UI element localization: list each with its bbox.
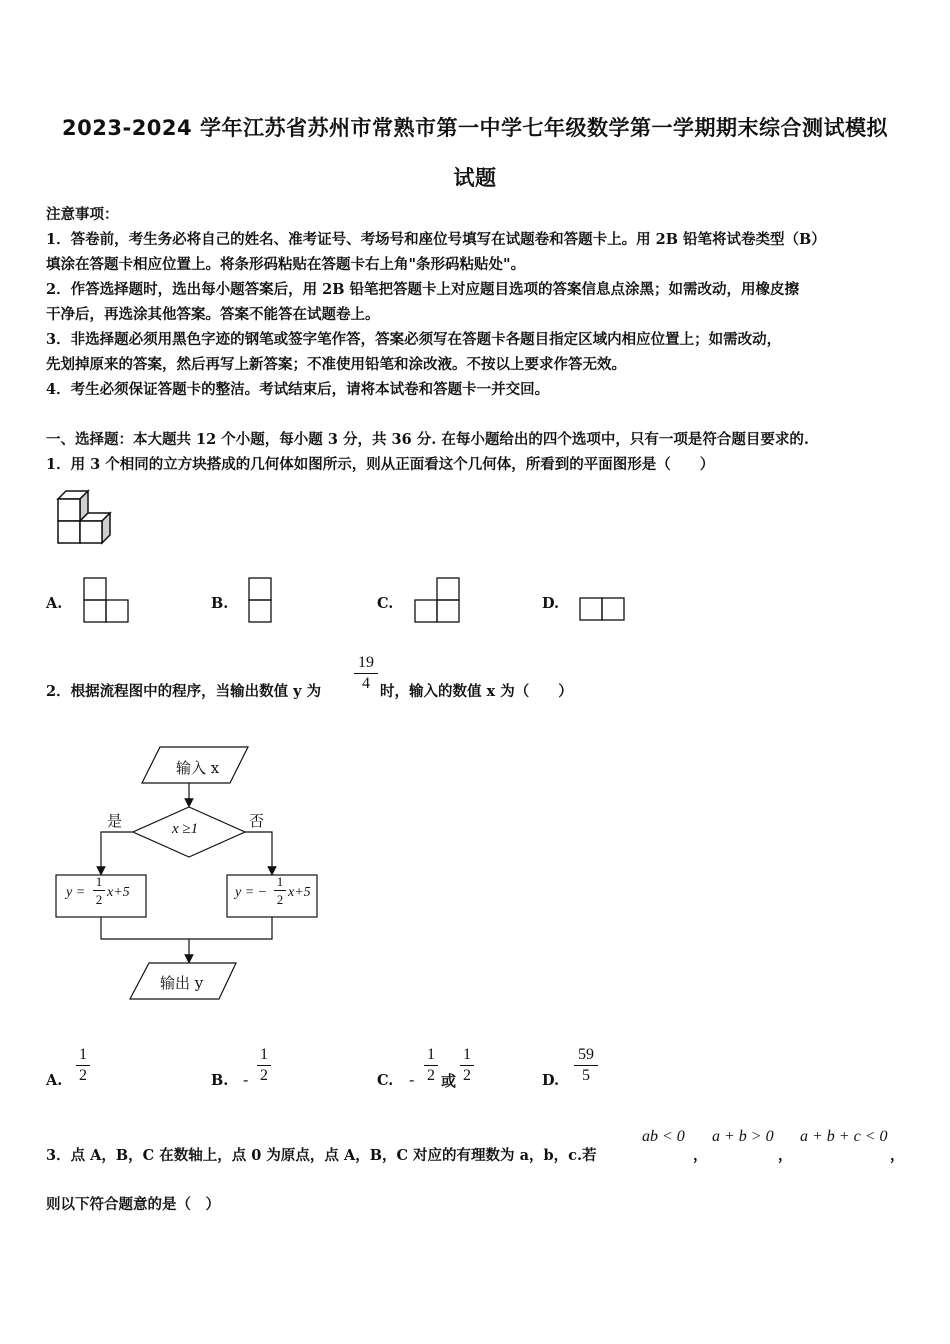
q1-cube-figure — [50, 485, 130, 555]
q2-option-b-label[interactable]: B. — [211, 1072, 229, 1089]
q3-condition-1: ab < 0 — [642, 1128, 685, 1145]
q2-option-a-label[interactable]: A. — [46, 1072, 63, 1089]
notice-line: 干净后，再选涂其他答案。答案不能答在试题卷上。 — [46, 306, 380, 323]
fraction-numerator: 1 — [79, 1046, 87, 1063]
fraction-numerator: 19 — [358, 654, 374, 671]
question-2-stem-end: 时，输入的数值 x 为（ ） — [380, 683, 573, 700]
q1-option-c-figure[interactable] — [413, 576, 465, 626]
notice-line: 1．答卷前，考生务必将自己的姓名、准考证号、考场号和座位号填写在试题卷和答题卡上。用 2B 铅笔将试卷类型（B） — [46, 231, 826, 248]
flow-left-tail: x+5 — [107, 885, 130, 900]
fraction-denominator: 2 — [79, 1067, 87, 1084]
notice-line: 2．作答选择题时，选出每小题答案后，用 2B 铅笔把答题卡上对应题目选项的答案信息点涂黑；如需改动，用橡皮擦 — [46, 281, 800, 298]
page-title: 2023-2024 学年江苏省苏州市常熟市第一中学七年级数学第一学期期末综合测试模拟 — [62, 116, 888, 140]
q3-comma: ， — [778, 1147, 793, 1164]
page-title-continued: 试题 — [453, 166, 497, 190]
q2-option-d-value[interactable] — [574, 1046, 598, 1085]
q1-option-a-label[interactable]: A. — [46, 595, 63, 612]
q3-comma: ， — [890, 1147, 905, 1164]
fraction-denominator: 2 — [427, 1067, 435, 1084]
question-1-stem: 1．用 3 个相同的立方块搭成的几何体如图所示，则从正面看这个几何体，所看到的平面图形是（ ） — [46, 456, 715, 473]
question-3-stem: 3．点 A，B，C 在数轴上，点 0 为原点，点 A，B，C 对应的有理数为 a，b，c.若 — [46, 1147, 597, 1164]
q2-option-d-label[interactable]: D. — [542, 1072, 560, 1089]
q1-option-c-label[interactable]: C. — [377, 595, 394, 612]
q2-option-c-value-1[interactable] — [424, 1046, 438, 1085]
flow-left-y: y = — [66, 885, 86, 900]
fraction-denominator: 2 — [260, 1067, 268, 1084]
flow-condition-label: x ≥1 — [172, 821, 199, 837]
flow-input-label: 输入 x — [176, 759, 220, 777]
q2-option-b-value[interactable] — [257, 1046, 271, 1085]
fraction-denominator: 2 — [463, 1067, 471, 1084]
flow-yes-label: 是 — [107, 812, 123, 830]
q3-condition-2: a + b > 0 — [712, 1128, 774, 1145]
fraction-numerator: 1 — [463, 1046, 471, 1063]
section-heading: 一、选择题：本大题共 12 个小题，每小题 3 分，共 36 分. 在每小题给出的四个选项中，只有一项是符合题目要求的. — [46, 431, 809, 448]
flow-right-y: y = − — [235, 885, 268, 900]
flow-right-tail: x+5 — [288, 885, 311, 900]
q2-option-b-sign: - — [243, 1070, 249, 1089]
q1-option-b-label[interactable]: B. — [211, 595, 229, 612]
fraction-numerator: 59 — [578, 1046, 594, 1063]
question-2-stem-start: 2．根据流程图中的程序，当输出数值 y 为 — [46, 683, 322, 700]
q1-option-b-figure[interactable] — [247, 576, 277, 626]
q3-condition-3: a + b + c < 0 — [800, 1128, 888, 1145]
flow-no-label: 否 — [249, 812, 265, 830]
q3-comma: ， — [693, 1147, 708, 1164]
flow-left-fraction — [93, 874, 105, 907]
fraction-numerator: 1 — [276, 874, 284, 889]
notice-line: 3．非选择题必须用黑色字迹的钢笔或签字笔作答，答案必须写在答题卡各题目指定区域内相应位置上；如需改动， — [46, 331, 782, 348]
q1-option-a-figure[interactable] — [82, 576, 134, 626]
flow-right-fraction — [274, 874, 286, 907]
fraction-denominator: 4 — [362, 675, 370, 692]
q2-option-c-label[interactable]: C. — [377, 1072, 394, 1089]
q2-option-c-value-2[interactable] — [460, 1046, 474, 1085]
fraction-denominator: 5 — [582, 1067, 590, 1084]
q2-option-a-value[interactable] — [76, 1046, 90, 1085]
notice-line: 4．考生必须保证答题卡的整洁。考试结束后，请将本试卷和答题卡一并交回。 — [46, 381, 550, 398]
fraction-numerator: 1 — [95, 874, 103, 889]
notice-line: 先划掉原来的答案，然后再写上新答案；不准使用铅笔和涂改液。不按以上要求作答无效。 — [46, 356, 626, 373]
notice-heading: 注意事项： — [46, 206, 119, 223]
q1-option-d-figure[interactable] — [578, 596, 630, 626]
fraction-denominator: 2 — [95, 892, 103, 907]
q2-option-c-or: 或 — [441, 1072, 457, 1090]
q2-option-c-sign: - — [409, 1070, 415, 1089]
fraction-numerator: 1 — [260, 1046, 268, 1063]
flow-output-label: 输出 y — [160, 974, 204, 992]
fraction-denominator: 2 — [276, 892, 284, 907]
q1-option-d-label[interactable]: D. — [542, 595, 560, 612]
question-3-stem-line2: 则以下符合题意的是（ ） — [46, 1196, 220, 1213]
notice-line: 填涂在答题卡相应位置上。将条形码粘贴在答题卡右上角"条形码粘贴处"。 — [46, 256, 526, 273]
fraction-numerator: 1 — [427, 1046, 435, 1063]
q2-stem-fraction — [354, 654, 378, 693]
